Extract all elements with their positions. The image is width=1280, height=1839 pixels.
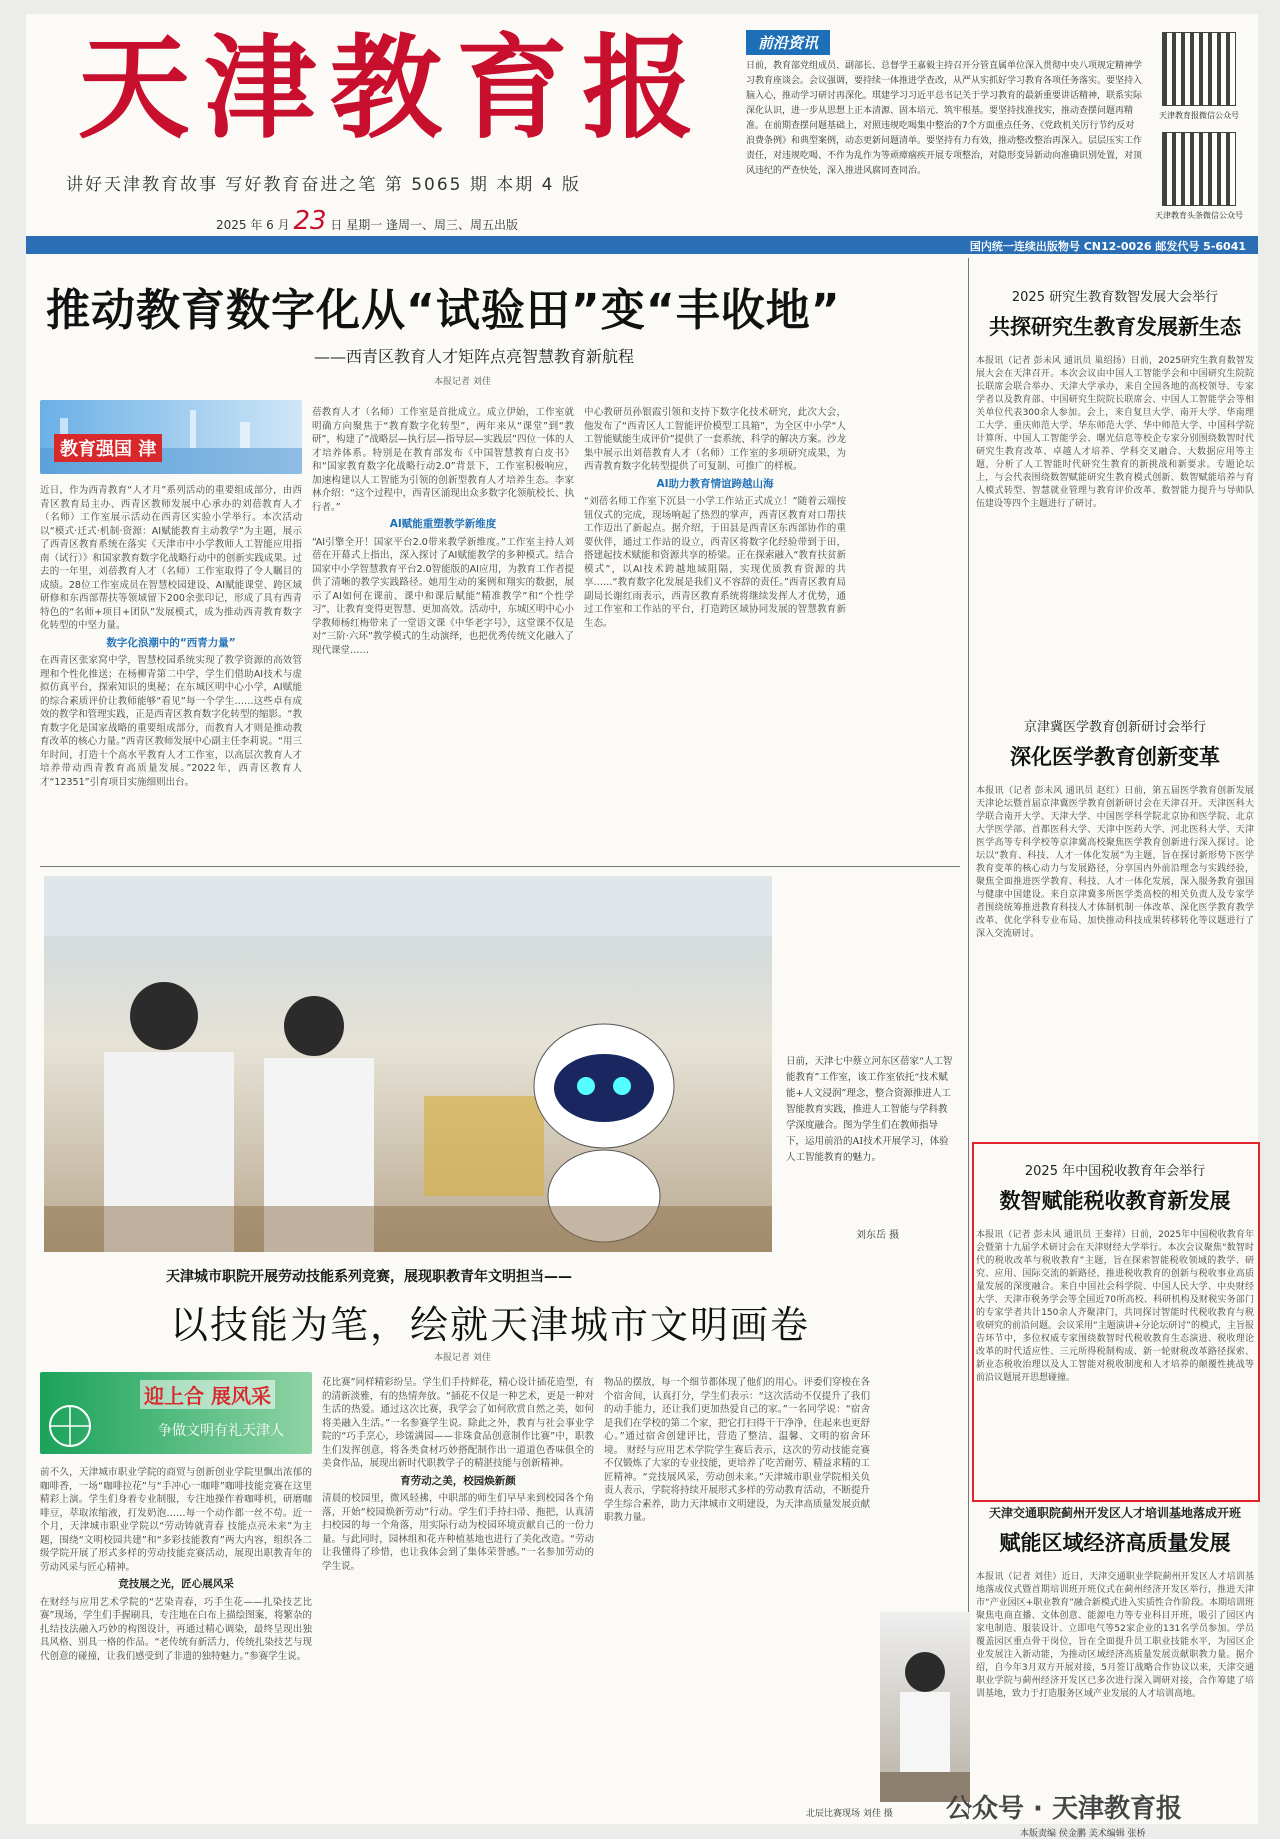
qr-code-icon (1162, 32, 1236, 106)
section2-col3b-text: 财经与应用艺术学院学生赛后表示，这次的劳动技能竞赛不仅锻炼了大家的专业技能，更培养了吃苦耐劳、精益求精的工匠精神。“竞技展风采，劳动创未来。”天津城市职业学院相关负责人表示，学院将持续开展形式多样的劳动教育活动，不断提升学生综合素养，助力天津城市文明建设，为天津高质量发展贡献职教力量。 (604, 1444, 870, 1523)
lead-col2b-text: “AI引擎全开！国家平台2.0带来教学新维度。”工作室主持人刘蓓在开幕式上指出，深入探讨了AI赋能教学的多种模式。结合国家中小学智慧教育平台2.0智能版的AI应用，为教育工作者提供了清晰的教学实践路径。她用生动的案例和翔实的数据，展示了AI如何在课前、课中和课后赋能“精准教学”和“个性学习”，让教育变得更智慧、更加高效。活动中，东城区明中心小学教师杨红梅带来了一堂语文课《中华老字号》，这堂课不仅是对“三阶·六环”教学模式的生动演绎，也把优秀传统文化融入了现代课堂…… (312, 536, 574, 656)
section2-column-2 (322, 1376, 594, 1814)
lead-column-3 (584, 406, 846, 858)
column-divider (968, 258, 969, 1814)
sidebar-story-2 (976, 716, 1254, 1157)
education-power-banner (40, 400, 302, 474)
sidebar3-kicker: 2025 年中国税收教育年会举行 (1024, 1164, 1206, 1179)
lead-subhead-3: AI助力教育情谊跨越山海 (656, 477, 774, 490)
qr-label-1: 天津教育报微信公众号 (1159, 111, 1239, 120)
lead-column-2 (312, 406, 574, 858)
sidebar3-title: 数智赋能税收教育新发展 (999, 1189, 1231, 1213)
photo-credit: 刘东岳 摄 (856, 1230, 900, 1241)
publication-number: 国内统一连续出版物号 CN12-0026 邮发代号 5-6041 (969, 240, 1246, 253)
robot-classroom-photo (44, 876, 772, 1252)
section2-subhead-2: 育劳动之美，校园焕新颜 (400, 1474, 516, 1487)
section2-col2-text: 花比赛”同样精彩纷呈。学生们手持鲜花，精心设计插花造型，有的清新淡雅，有的热情奔放。“插花不仅是一种艺术，更是一种对生活的热爱。通过这次比赛，我学会了如何欣赏自然之美，如何将美融入生活。”一名参赛学生说。除此之外，教育与社会事业学院的“巧手烹心，珍馐满园——非珠食品创意制作比赛”中，职教生们发挥创意，将各类食材巧妙搭配制作出一道道色香味俱全的美食作品，展现出新时代职教学子的精湛技能与创新精神。 (322, 1377, 594, 1469)
sidebar3-body: 本报讯（记者 彭未风 通讯员 王秦祥）日前，2025年中国税收教育年会暨第十九届学术研讨会在天津财经大学举行。本次会议聚焦“数智时代的税收改革与税收教育”主题，旨在探索智能税收领域的教学、研究、应用、国际交流的新路径，推进税收教育的创新与税收事业高质量发展的深度融合。来自中国社会科学院、中国人民大学、中央财经大学、天津市税务学会等全国近70所高校、科研机构及财税实务部门的专家学者共计150余人齐聚津门，共同探讨智能时代税收教育与税收研究的前沿问题。会议采用“主题演讲+分论坛研讨”的模式，主旨报告环节中，多位权威专家围绕数智时代税收教育生态演进、税收理论改革的时代适应性、三元所得税制构成、新一轮财税改革路径探索、新业态税收治理以及人工智能对税收制度和人才培养的颠覆性挑战等前沿议题展开思想碰撞。 (976, 1230, 1254, 1383)
section2-col1b-text: 在财经与应用艺术学院的“艺染青春，巧手生花——扎染技艺比赛”现场，学生们手握刷具，专注地在白布上描绘图案，将繁杂的扎结技法融入巧妙的构图设计，再通过精心调染，最终呈现出独具风格、别具一格的作品。“老传统有新活力，传统扎染技艺与现代创意的碰撞，让我们感受到了非遗的独特魅力。”参赛学生说。 (40, 1596, 312, 1662)
issue-date (216, 206, 518, 236)
section2-col2b-text: 清晨的校园里，微风轻拂，中职部的师生们早早来到校园各个角落，开始“校园焕新劳动”行动。学生们手持扫帚、拖把，认真清扫校园的每一个角落，用实际行动为校园环境贡献自己的一份力量。与此同时，园林组和花卉种植基地也进行了美化改造。“劳动让我懂得了珍惜，也让我体会到了集体荣誉感。”一名参加劳动的学生说。 (322, 1493, 594, 1572)
lead-col3-text: 中心教研员孙银霞引领和支持下数字化技术研究，此次大会，他发布了“西青区人工智能评价模型工具箱”，为全区中小学“人工智能赋能生成评价”提供了一套系统、科学的解决方案。沙龙集中展示出刘蓓教育人才（名师）工作室的多项研究成果，为西青教育数字化转型提供了可复制、可推广的样板。 (584, 407, 846, 472)
lead-subhead-2: AI赋能重塑教学新维度 (389, 518, 497, 530)
lead-byline: 本报记者 刘佳 (434, 377, 491, 387)
masthead-title: 天津教育报 (78, 23, 708, 154)
masthead-slogan: 讲好天津教育故事 写好教育奋进之笔 第 5065 期 本期 4 版 (66, 175, 581, 195)
frontier-tag: 前沿资讯 (746, 30, 830, 55)
frontier-news-box (746, 30, 1142, 244)
sco-banner-subtitle: 争做文明有礼天津人 (158, 1423, 284, 1439)
sidebar4-body: 本报讯（记者 刘佳）近日，天津交通职业学院蓟州开发区人才培训基地落成仪式暨首期培训班开班仪式在蓟州经济开发区举行，推进天津市“产业园区+职业教育”融合新模式进入实质性合作阶段。本期培训班聚焦电商直播、文体创意、能源电力等专业科目开班，吸引了园区内家电制造、服装设计、立即电气等52家企业的131名学员参加。学员覆盖园区重点骨干岗位，旨在全面提升员工职业技能水平，为园区企业发展注入新动能，为推动区域经济高质量发展贡献职教力量。据介绍，自今年3月双方开展对接，5月签订战略合作协议以来，天津交通职业学院与蓟州经济开发区已多次进行深入调研对接，合作筹建了培训基地，致力于打造服务区域产业发展的人才培训高地。 (976, 1572, 1254, 1699)
section-divider (40, 866, 960, 867)
sidebar4-kicker: 天津交通职院蓟州开发区人才培训基地落成开班 (988, 1506, 1241, 1520)
section2-column-3 (604, 1376, 870, 1814)
lead-col1b-text: 在西青区张家窝中学，智慧校园系统实现了教学资源的高效管理和个性化推送；在杨柳青第二中学，学生们借助AI技术与虚拟仿真平台，探索知识的奥秘；在东城区明中心小学，AI赋能的综合素质评价让教师能够“看见”每一个学生……这些卓有成效的教学和管理实践，正是西青区教育数字化转型的缩影。“教育数字化是国家战略的重要组成部分，而教育人才则是推动教育改革的核心力量。”西青区教师发展中心副主任李莉说。“用三年时间，打造十个高水平教育人才工作室，以高层次教育人才培养带动西青教育高质量发展。”2022年，西青区教育人才“12351”引育项目实施细则出台。 (40, 655, 302, 788)
sco-banner-title: 迎上合 展风采 (140, 1380, 275, 1409)
sidebar-story-4 (976, 1504, 1254, 1747)
sidebar2-title: 深化医学教育创新变革 (1010, 745, 1220, 769)
sidebar1-title: 共探研究生教育发展新生态 (989, 315, 1241, 339)
sidebar2-body: 本报讯（记者 彭未风 通讯员 赵红）日前，第五届医学教育创新发展天津论坛暨首届京津冀医学教育创新研讨会在天津召开。天津医科大学联合南开大学、天津大学、中国医学科学院北京协和医学院、北京大学医学部、首都医科大学、天津中医药大学、河北医科大学、天津医学高等专科学校等京津冀高校聚焦医学教育创新进行深入探讨。论坛以“教育、科技、人才一体化发展”为主题，旨在探讨新形势下医学教育变革的核心动力与发展路径，分享国内外前沿理念与实践经验，聚焦全面推进医学教育、科技、人才一体化发展，深入服务教育强国与健康中国建设。来自京津冀多所医学类高校的相关负责人及专家学者围绕统筹推进教育科技人才体制机制一体改革、深化医学教育教学改革、优化学科专业布局、加快推动科技成果转移转化等议题进行了深入交流研讨。 (976, 786, 1254, 939)
photo2-caption: 北辰比赛现场 刘佳 摄 (806, 1809, 893, 1819)
lead-subhead-1: 数字化浪潮中的“西青力量” (106, 636, 236, 649)
date-suffix: 日 星期一 逢周一、周三、周五出版 (330, 218, 519, 232)
sidebar1-kicker: 2025 研究生教育数智发展大会举行 (1011, 290, 1219, 305)
section2-kicker: 天津城市职院开展劳动技能系列竞赛，展现职教青年文明担当—— (166, 1269, 572, 1285)
sco-banner (40, 1372, 312, 1454)
lead-column-1 (40, 484, 302, 858)
editor-credit: 本版责编 侯金鹏 美术编辑 张桥 (1020, 1829, 1146, 1839)
qr-label-2: 天津教育头条微信公众号 (1155, 211, 1243, 220)
sidebar-story-3 (976, 1160, 1254, 1493)
wechat-watermark: 公众号 · 天津教育报 (946, 1794, 1182, 1824)
section2-subhead-1: 竞技展之光，匠心展风采 (118, 1578, 234, 1590)
classroom-photo-illustration (44, 876, 772, 1252)
lead-col3b-text: “刘蓓名师工作室下沉县一小学工作站正式成立！”随着云端按钮仪式的完成，现场响起了热烈的掌声，西青区教育对口帮扶工作迈出了新起点。据介绍，于田县是西青区东西部协作的重要伙伴，通过工作站的设立，西青区将数字化经验带到于田，搭建起技术赋能和资源共享的桥梁。正在探索融入“教育扶贫新模式”，以AI技术跨越地域阻隔，实现优质教育资源的共享……“教育数字化发展是我们义不容辞的责任。”西青区教育局副局长谢红雨表示，西青区教育系统将继续发挥人才优势，通过工作室和工作站的平台，打造跨区域协同发展的智慧教育新生态。 (584, 496, 846, 629)
section2-col3-text: 物品的摆放，每一个细节都体现了他们的用心。评委们穿梭在各个宿舍间，认真打分，学生们表示：“这次活动不仅提升了我们的动手能力，还让我们更加热爱自己的家。”一名同学说：“宿舍是我们在学校的第二个家，把它打扫得干干净净，住起来也更舒心。”通过宿舍创建评比，营造了整洁、温馨、文明的宿舍环境。 (604, 1377, 870, 1456)
competition-photo (880, 1612, 970, 1802)
sidebar1-body: 本报讯（记者 彭未风 通讯员 巢绍扬）日前，2025研究生教育数智发展大会在天津召开。本次会议由中国人工智能学会和中国研究生院院长联席会联合举办、天津大学承办，来自全国各地的高校领导、专家学者以及教育部、中国研究生院院长联席会、中国人工智能学会等相关单位代表300余人参加。会上，来自复旦大学、南开大学、华南理工大学、重庆师范大学、华东师范大学、华中师范大学、中国科学院计算所、中国人工智能学会、曙光信息等校企专家分别围绕数智时代研究生教育改革、卓越人才培养、学科交叉融合、大数据应用等主题，分析了人工智能时代研究生教育的新挑战和新要求。专题论坛上，与会代表围绕数智赋能研究生教育模式创新、数智赋能培养与育人模式转型、智慧就业管理与教育评价改革、数智能力提升与导师队伍建设等四个主题进行了研讨。 (976, 356, 1254, 509)
newspaper-page (26, 14, 1258, 1839)
competition-photo-illustration (880, 1612, 970, 1802)
section2-byline: 本报记者 刘佳 (434, 1353, 491, 1363)
section2-col1-text: 前不久，天津城市职业学院的商贸与创新创业学院里飘出浓郁的咖啡香，一场“咖啡拉花”与“手冲心一咖啡”咖啡技能竞赛在这里精彩上演。学生们身着专业制服，专注地操作着咖啡机，研磨咖啡豆，萃取浓缩液，打发奶泡……每一个动作都一丝不苟。近一个月，天津城市职业学院以“劳动铸就青春 技能点亮未来”为主题，围绕“文明校园共建”和“多彩技能教育”两大内容，组织各二级学院开展了形式多样的劳动技能竞赛活动，展现出职教青年的劳动风采与匠心精神。 (40, 1467, 312, 1573)
date-day: 23 (293, 206, 327, 236)
qr-code-icon (1162, 132, 1236, 206)
banner-label: 教育强国 津 (54, 434, 162, 462)
frontier-body: 日前，教育部党组成员、副部长、总督学王嘉毅主持召开分管直属单位深入贯彻中央八项规定精神学习教育座谈会。会议强调，要持续一体推进学查改，从严从实抓好学习教育各项任务落实。要坚持入脑入心，推动学习研讨再深化。琪建学习习近平总书记关于学习教育的最新重要讲话精神，联系实际深化认识，进一步从思想上正本清源、固本培元、筑牢根基。要坚持找准找实，推动查摆问题再精准。在前期查摆问题基础上，对照违规吃喝集中整治的7个方面重点任务、《党政机关厉行节约反对浪费条例》和典型案例，动态更新问题清单。要坚持有力有效，推动整改整治再深入。层层压实工作责任，对违规吃喝、不作为乱作为等顽瘴痼疾开展专项整治，对隐形变异新动向准确识别处置，对顶风违纪的严查快处，深入推进风腐同查同治。 (746, 61, 1143, 176)
date-prefix: 2025 年 6 月 (216, 218, 290, 232)
sidebar4-title: 赋能区域经济高质量发展 (999, 1531, 1231, 1555)
lead-subheadline: ——西青区教育人才矩阵点亮智慧教育新航程 (314, 347, 635, 366)
lead-headline: 推动教育数字化从“试验田”变“丰收地” (46, 285, 841, 336)
section2-column-1 (40, 1466, 312, 1814)
lead-col2-text: 蓓教育人才（名师）工作室是首批成立。成立伊始，工作室就明确方向聚焦于“教育数字化转型”，两年来从“课堂”到“教研”，构建了“战略层—执行层—指导层—实践层”四位一体的人才培养体系。特别是在教育部发布《中国智慧教育白皮书》和“国家教育数字化战略行动2.0”背景下，工作室积极响应，加速构建以人工智能为引领的创新型教育人才培养生态。李家林介绍：“这个过程中，西青区涌现出众多数字化领航校长、执行者。” (312, 407, 574, 513)
sidebar-story-1 (976, 286, 1254, 715)
lead-col1-text: 近日，作为西青教育“人才月”系列活动的重要组成部分，由西青区教育局主办、西青区教师发展中心承办的刘蓓教育人才（名师）工作室展示活动在西青区实验小学举行。本次活动以“模式·迁式·机制·资源：AI赋能教育主动教学”为主题，展示了西青区教育系统在落实《天津市中小学教师人工智能应用指南（试行）》和国家教育数字化战略行动中的创新实践成果。过去的一年里，刘蓓教育人才（名师）工作室取得了令人瞩目的成绩。28位工作室成员在智慧校园建设、AI赋能课堂、跨区域研修和东西部帮扶等领域留下200余张印记，形成了具有西青特色的“名师+项目+团队”发展模式，成为推动西青教育数字化转型的中坚力量。 (40, 485, 302, 631)
sidebar2-kicker: 京津冀医学教育创新研讨会举行 (1023, 720, 1206, 735)
section2-headline: 以技能为笔，绘就天津城市文明画卷 (170, 1303, 811, 1347)
photo-caption: 日前，天津七中蔡立河东区蓓家“人工智能教育”工作室，该工作室依托“技术赋能+人文浸润”理念，整合资源推进人工智能教育实践，推进人工智能与学科教学深度融合。图为学生们在教师指导下，运用前沿的AI技术开展学习，体验人工智能教育的魅力。 (786, 1056, 953, 1163)
